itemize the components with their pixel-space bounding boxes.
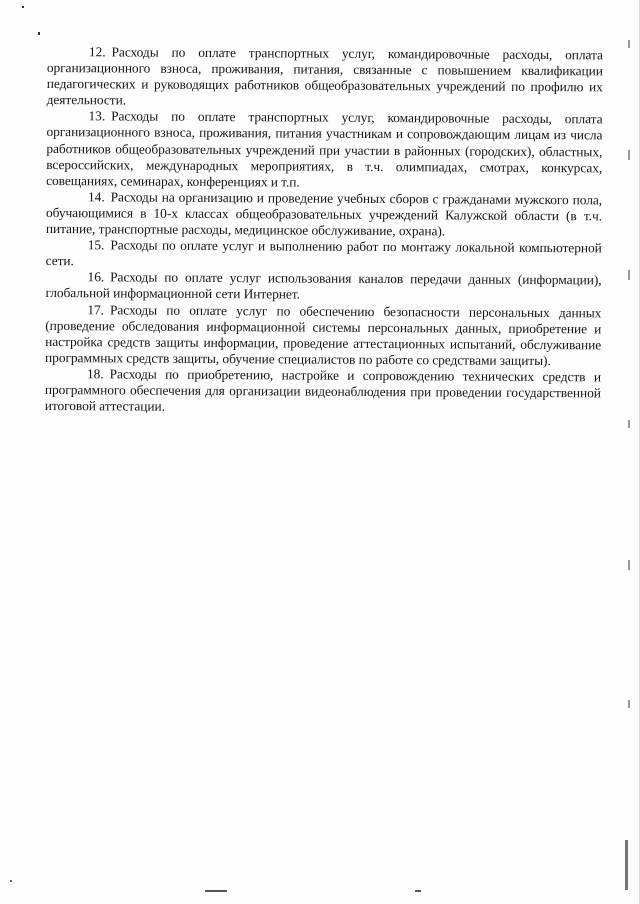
paragraph-text: Расходы по оплате услуг использования каналов передачи данных (информации), глобальной информационной сети Интернет.: [45, 269, 602, 302]
document-body: [45, 44, 603, 418]
scan-speck: [38, 32, 40, 35]
scan-edge-mark: [628, 420, 630, 428]
scan-edge-mark: [628, 270, 630, 280]
paragraph-number: 18.: [86, 366, 104, 382]
paragraph-number: 15.: [87, 237, 105, 253]
paragraph-15: [46, 237, 602, 273]
paragraph-16: [45, 269, 601, 305]
paragraph-text: Расходы по оплате транспортных услуг, командировочные расходы, оплата организационного взноса, проживания, питания участникам и сопровождающим лицам из числа работников общеобразовательных учреждений при участии в районных (городских), областных, всероссийских, международных мероприятиях, в т.ч. олимпиадах, смотрах, конкурсах, совещаниях, семинарах, конференциях и т.п.: [46, 108, 603, 190]
scan-edge-mark: [625, 840, 628, 890]
scan-edge-mark: [628, 40, 630, 48]
scan-edge-mark: [628, 560, 630, 570]
paragraph-text: Расходы на организацию и проведение учебных сборов с гражданами мужского пола, обучающимися в 10-х классах общеобразовательных учреждений Калужской области (в т.ч. питание, транспортные расходы, медицинское обслуживание, охрана).: [45, 189, 603, 239]
paragraph-text: Расходы по оплате услуг по обеспечению безопасности персональных данных (проведение обследования информационной системы персональных данных, приобретение и настройка средств защиты информации, проведение аттестационных испытаний, обслуживание программных средств защиты, обучение специалистов по работе со средствами защиты).: [45, 301, 602, 368]
paragraph-text: Расходы по оплате услуг и выполнению работ по монтажу локальной компьютерной сети.: [45, 237, 602, 269]
paragraph-text: Расходы по приобретению, настройке и сопровождению технических средств и программного обеспечения для организации видеонаблюдения при проведении государственной итоговой аттестации.: [44, 366, 602, 414]
paragraph-18: [45, 366, 601, 418]
scan-speck: [10, 880, 12, 882]
paragraph-number: 16.: [87, 269, 105, 285]
paragraph-13: [46, 108, 602, 192]
scan-speck: [22, 6, 24, 8]
paragraph-text: Расходы по оплате транспортных услуг, командировочные расходы, оплата организационного взноса, проживания, питания, связанные с повышением квалификации педагогических и руководящих работников общеобразовательных учреждений по профилю их деятельности.: [46, 44, 603, 108]
scan-speck: [415, 890, 421, 892]
paragraph-number: 17.: [87, 301, 105, 317]
scan-speck: [205, 890, 227, 892]
paragraph-14: [46, 189, 602, 241]
paragraph-17: [45, 301, 601, 369]
paragraph-12: [47, 44, 603, 112]
paragraph-number: 14.: [88, 189, 105, 205]
paragraph-number: 13.: [88, 108, 106, 124]
paragraph-number: 12.: [88, 44, 106, 60]
scan-edge-mark: [628, 700, 630, 708]
scan-edge-mark: [628, 150, 630, 160]
